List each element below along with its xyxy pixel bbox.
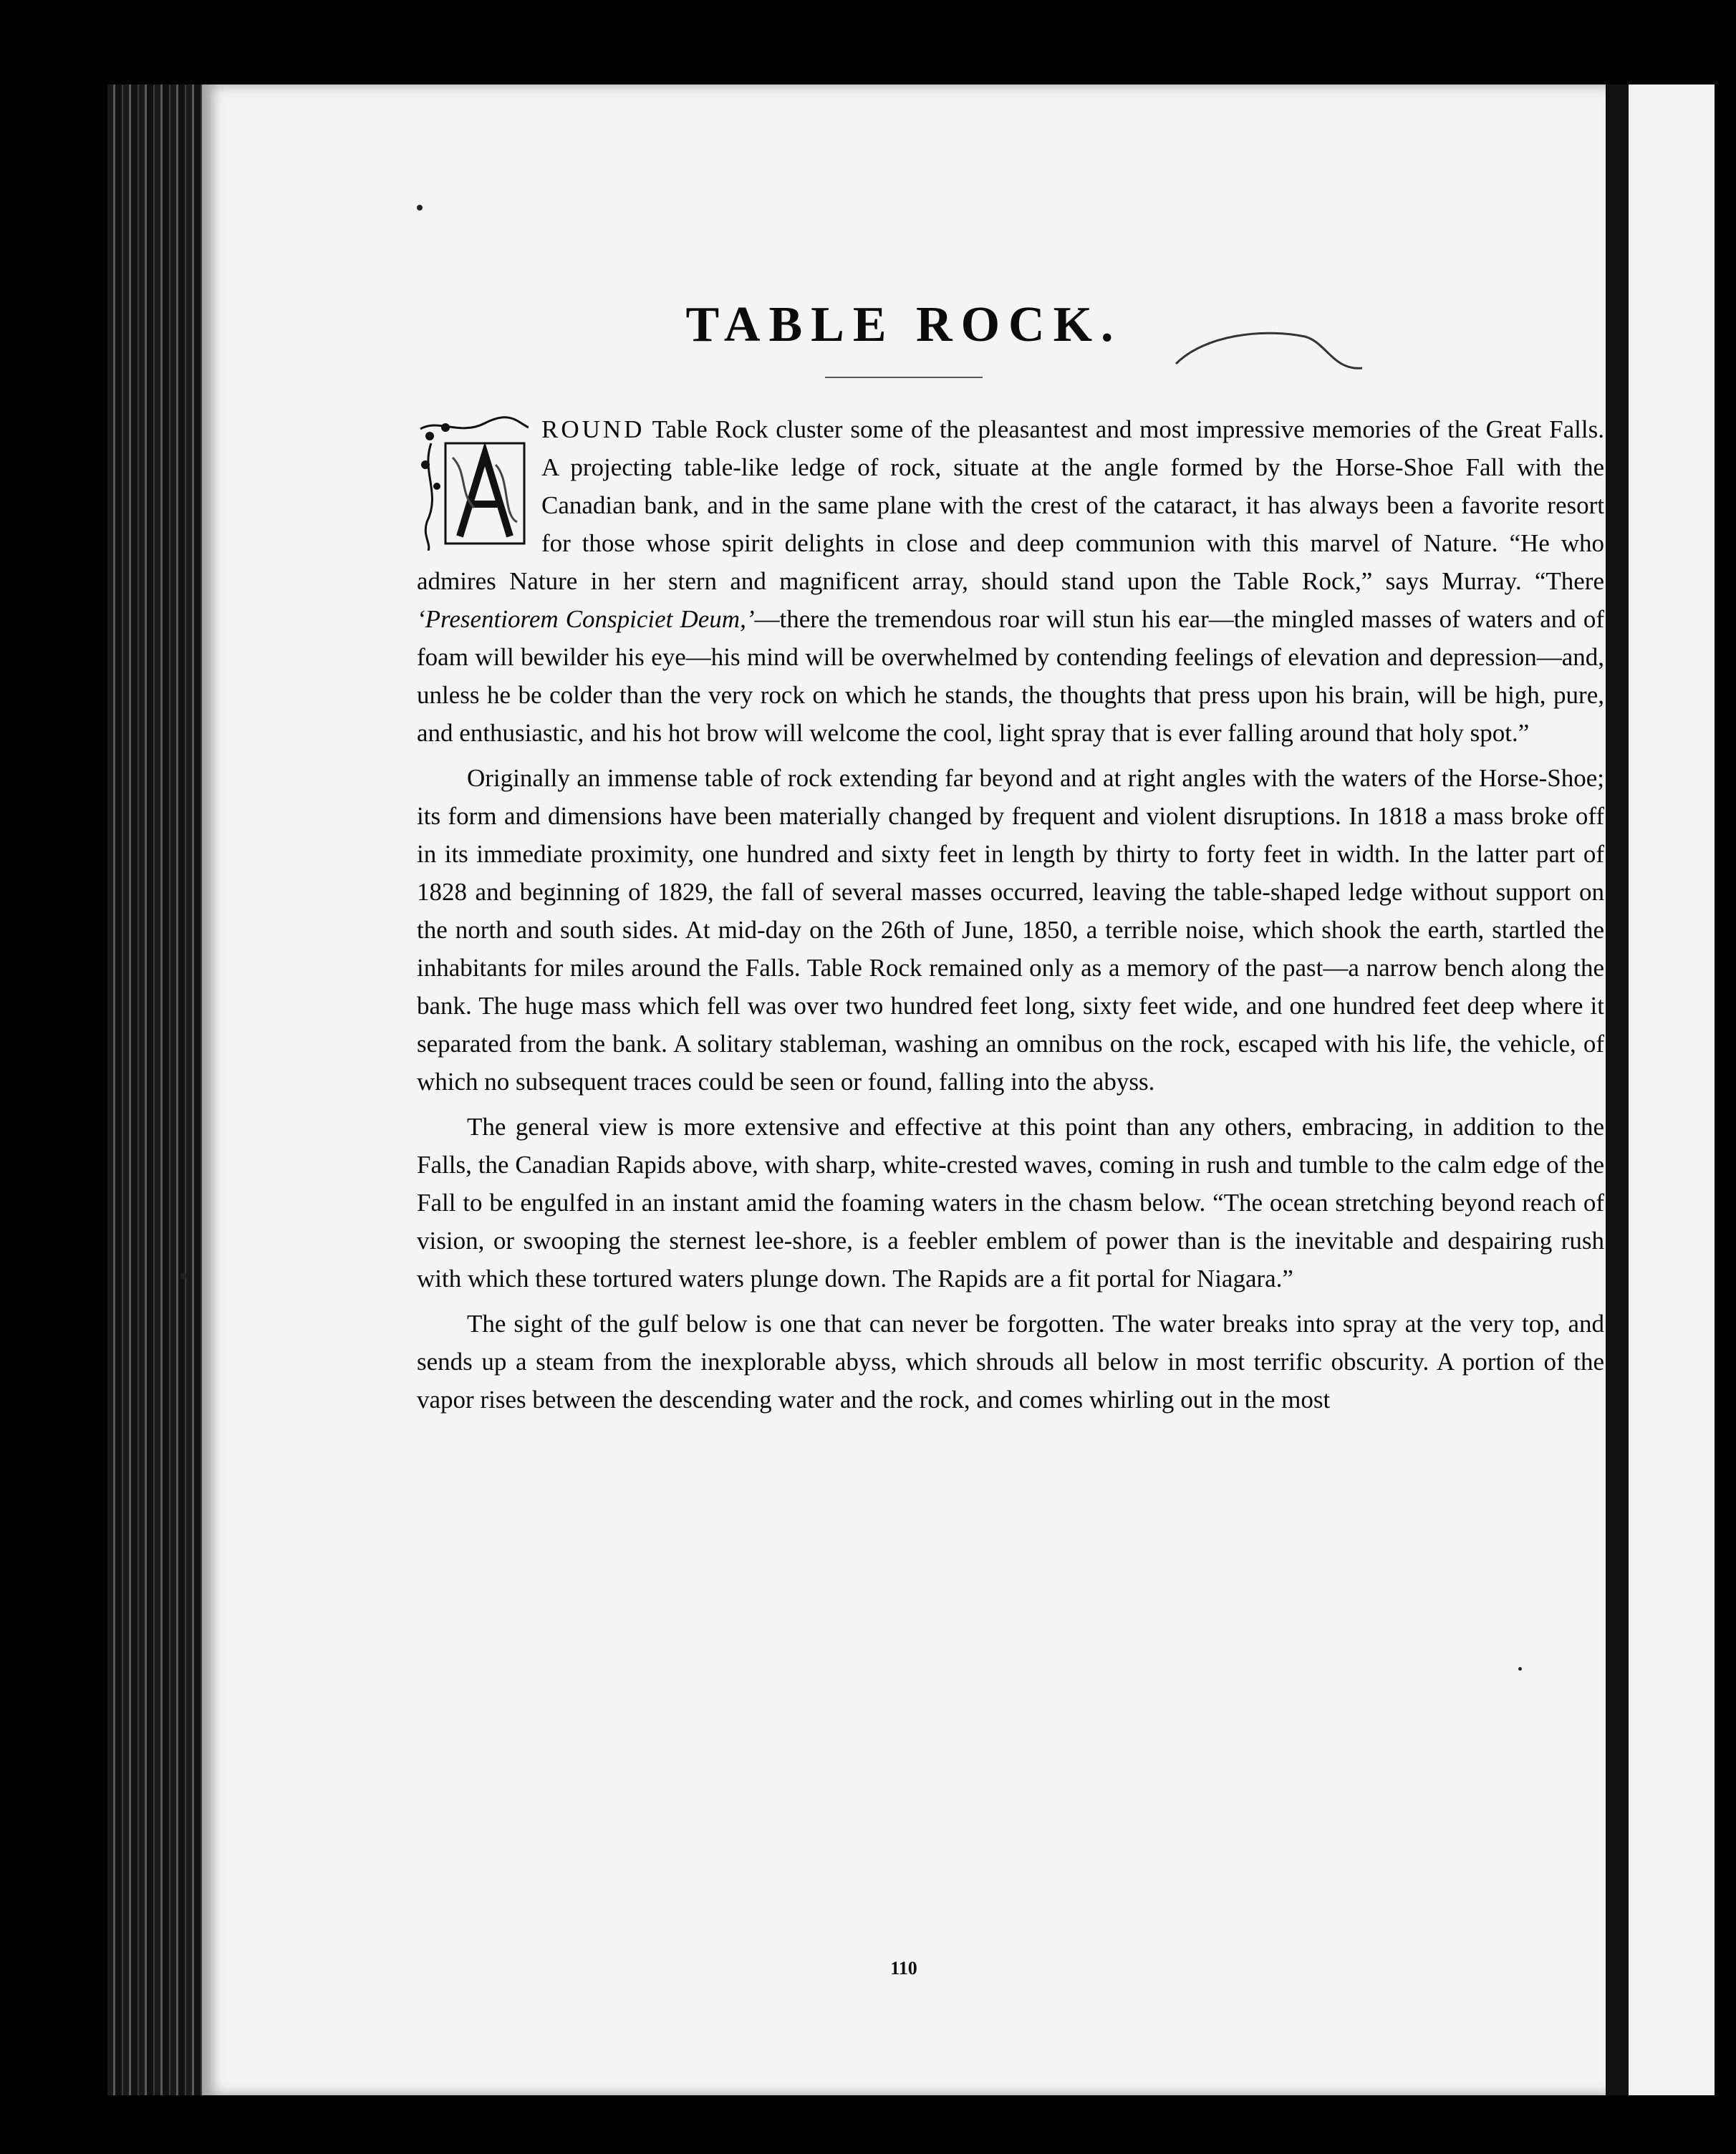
page-gutter	[1606, 84, 1629, 2095]
page-number: 110	[890, 1958, 917, 1979]
page-title: TABLE ROCK.	[685, 297, 1122, 352]
decorated-initial-icon	[417, 415, 529, 551]
paragraph-4: The sight of the gulf below is one that can never be forgotten. The water breaks into spray at the very top, and sends up a steam from the inexplorable abyss, which shrouds all below in most terrific obscurity. A portion of the vapor rises between the descending water and the rock, and comes whirling out in the most	[417, 1310, 1604, 1414]
paragraph-1	[417, 410, 1604, 752]
book-spine	[107, 84, 202, 2095]
paragraph-3: The general view is more extensive and effective at this point than any others, embracing, in addition to the Falls, the Canadian Rapids above, with sharp, white-crested waves, coming in rush and tumble to the calm edge of the Fall to be engulfed in an instant amid the foaming waters in the chasm below. “The ocean stretching beyond reach of vision, or swooping the sternest lee-shore, is a feebler emblem of power than is the inevitable and despairing rush with which these tortured waters plunge down. The Rapids are a fit portal for Niagara.”	[417, 1113, 1604, 1293]
article-body	[417, 410, 1604, 1426]
title-rule	[825, 377, 983, 378]
ink-speck	[180, 1273, 186, 1279]
paragraph-2: Originally an immense table of rock extending far beyond and at right angles with the waters of the Horse-Shoe; its form and dimensions have been materially changed by frequent and violent disruptions. In 1818 a mass broke off in its immediate proximity, one hundred and sixty feet in length by thirty to forty feet in width. In the latter part of 1828 and beginning of 1829, the fall of several masses occurred, leaving the table-shaped ledge without support on the north and south sides. At mid-day on the 26th of June, 1850, a terrible noise, which shook the earth, startled the inhabitants for miles around the Falls. Table Rock remained only as a memory of the past—a narrow bench along the bank. The huge mass which fell was over two hundred feet long, sixty feet wide, and one hundred feet deep where it separated from the bank. A solitary stableman, washing an omnibus on the rock, escaped with his life, the vehicle, of which no subsequent traces could be seen or found, falling into the abyss.	[417, 764, 1604, 1096]
book-page	[202, 84, 1606, 2095]
lead-word: ROUND	[541, 415, 645, 443]
paragraph-1-text: Table Rock cluster some of the pleasantest and most impressive memories of the Great Falls. A projecting table-like ledge of rock, situate at the angle formed by the Horse-Shoe Fall with the Canadian bank, and in the same plane with the crest of the cataract, it has always been a favorite resort for those whose spirit delights in close and deep communion with this marvel of Nature. “He who admires Nature in her stern and magnificent array, should stand upon the Table Rock,” says Murray. “There	[417, 415, 1604, 595]
adjacent-page-edge	[1629, 84, 1715, 2095]
paragraph-1-text-continued: —there the tremendous roar will stun his ear—the mingled masses of waters and of foam will bewilder his eye—his mind will be overwhelmed by contending feelings of elevation and depression—and, unless he be colder than the very rock on which he stands, the thoughts that press upon his brain, will be high, pure, and enthusiastic, and his hot brow will welcome the cool, light spray that is ever falling around that holy spot.”	[417, 605, 1604, 747]
latin-quote: ‘Presentiorem Conspiciet Deum,’	[417, 605, 755, 633]
pencil-squiggle	[1162, 321, 1376, 385]
ink-speck	[1518, 1667, 1522, 1671]
ink-speck	[417, 205, 423, 211]
